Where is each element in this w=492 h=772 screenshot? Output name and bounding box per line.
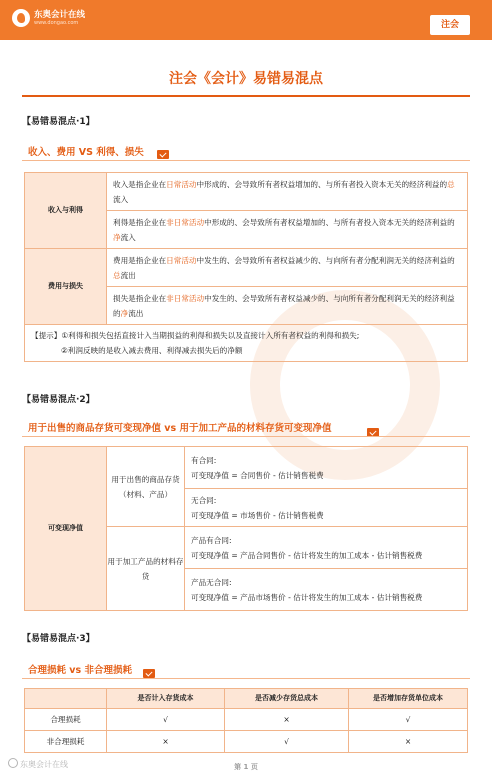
definition-cell: 利得是指企业在非日常活动中形成的、会导致所有者权益增加的、与所有者投入资本无关的经济利益的净流入 — [107, 211, 468, 249]
title-divider — [22, 95, 470, 97]
formula-cell: 产品无合同: 可变现净值 = 产品市场售价 - 估计将发生的加工成本 - 估计销售税费 — [185, 569, 468, 611]
table-row — [25, 173, 468, 211]
row-label: 收入与利得 — [25, 173, 107, 249]
section3-table — [24, 688, 468, 753]
section1-table — [24, 172, 468, 362]
row-label: 非合理损耗 — [25, 731, 107, 753]
definition-cell: 损失是指企业在非日常活动中发生的、会导致所有者权益减少的、与向所有者分配利润无关的经济利益的净流出 — [107, 287, 468, 325]
tip-cell — [25, 325, 468, 362]
section3-subheading-rule — [22, 678, 470, 679]
row-label: 费用与损失 — [25, 249, 107, 325]
tip-line: 【提示】①利得和损失包括直接计入当期损益的利得和损失以及直接计入所有者权益的利得和损失; — [31, 331, 360, 340]
row-sublabel: 用于出售的商品存货（材料、产品） — [107, 447, 185, 527]
table-cell: × — [225, 709, 349, 731]
section2-subheading: 用于出售的商品存货可变现净值 vs 用于加工产品的材料存货可变现净值 — [28, 423, 332, 434]
table-row — [25, 709, 468, 731]
table-cell: × — [349, 731, 468, 753]
section3-badge-icon — [143, 669, 155, 678]
logo-icon — [12, 9, 30, 27]
table-cell: √ — [225, 731, 349, 753]
watermark-text: 东奥会计在线 — [20, 760, 68, 769]
row-label: 可变现净值 — [25, 447, 107, 611]
column-header: 是否计入存货成本 — [107, 689, 225, 709]
section1-subheading: 收入、费用 VS 利得、损失 — [28, 147, 144, 158]
definition-cell: 费用是指企业在日常活动中发生的、会导致所有者权益减少的、与向所有者分配利润无关的经济利益的总流出 — [107, 249, 468, 287]
logo-url: www.dongao.com — [34, 20, 79, 26]
section3-subheading: 合理损耗 vs 非合理损耗 — [28, 665, 132, 676]
page-title: 注会《会计》易错易混点 — [169, 71, 323, 87]
section2-subheading-rule — [22, 436, 470, 437]
column-header — [25, 689, 107, 709]
formula-cell: 有合同: 可变现净值 = 合同售价 - 估计销售税费 — [185, 447, 468, 489]
table-cell: √ — [107, 709, 225, 731]
row-label: 合理损耗 — [25, 709, 107, 731]
definition-cell: 收入是指企业在日常活动中形成的、会导致所有者权益增加的、与所有者投入资本无关的经济利益的总流入 — [107, 173, 468, 211]
page-number: 第 1 页 — [234, 763, 258, 771]
column-header: 是否增加存货单位成本 — [349, 689, 468, 709]
table-row — [25, 731, 468, 753]
table-cell: √ — [349, 709, 468, 731]
section2-table — [24, 446, 468, 611]
row-sublabel: 用于加工产品的材料存货 — [107, 527, 185, 611]
table-row — [25, 249, 468, 287]
table-row — [25, 325, 468, 362]
logo-name: 东奥会计在线 — [34, 10, 86, 20]
section3-heading: 【易错易混点·3】 — [22, 634, 95, 644]
formula-cell: 无合同: 可变现净值 = 市场售价 - 估计销售税费 — [185, 489, 468, 527]
formula-cell: 产品有合同: 可变现净值 = 产品合同售价 - 估计将发生的加工成本 - 估计销售税费 — [185, 527, 468, 569]
table-header-row — [25, 689, 468, 709]
corner-tag: 注会 — [440, 20, 459, 30]
table-row — [25, 447, 468, 489]
table-cell: × — [107, 731, 225, 753]
section1-badge-icon — [157, 150, 169, 159]
section2-heading: 【易错易混点·2】 — [22, 395, 95, 405]
column-header: 是否减少存货总成本 — [225, 689, 349, 709]
section1-heading: 【易错易混点·1】 — [22, 117, 95, 127]
tip-line: ②利润反映的是收入减去费用、利得减去损失后的净额 — [61, 346, 243, 355]
section1-subheading-rule — [22, 160, 470, 161]
